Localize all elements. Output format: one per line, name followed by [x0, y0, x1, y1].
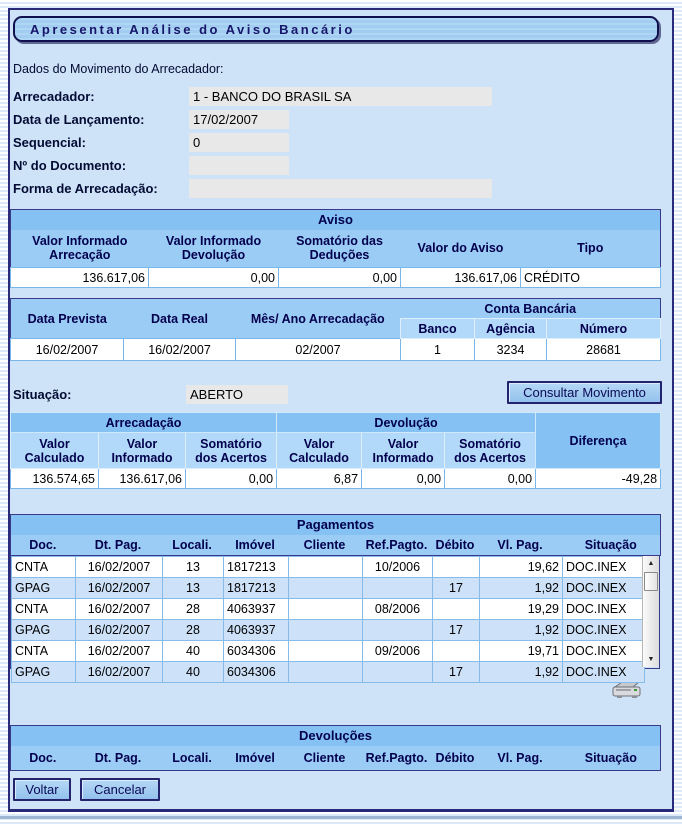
table-row [12, 599, 645, 620]
pg-cell [363, 662, 433, 683]
pg-cell: CNTA [12, 641, 76, 662]
sequencial-label: Sequencial: [13, 135, 86, 150]
resumo-sub-header: Somatório dos Acertos [186, 433, 277, 469]
field-row-data-lancamento [10, 108, 672, 131]
pagamentos-col-header: Imóvel [223, 535, 288, 556]
aviso-col-header: Somatório das Deduções [279, 230, 401, 268]
bottom-divider [0, 816, 682, 819]
devolucoes-col-header: Ref.Pagto. [362, 746, 432, 771]
datas-cell: 16/02/2007 [11, 339, 124, 361]
pg-cell: DOC.INEX [563, 620, 645, 641]
pg-cell [433, 557, 480, 578]
pg-cell: DOC.INEX [563, 662, 645, 683]
table-row [12, 557, 645, 578]
pg-cell [433, 599, 480, 620]
scrollbar-thumb[interactable] [644, 572, 658, 591]
pg-cell [289, 662, 363, 683]
pg-cell [289, 620, 363, 641]
datas-cell: 16/02/2007 [124, 339, 236, 361]
bottom-button-row [10, 778, 672, 801]
pg-cell [363, 620, 433, 641]
resumo-sub-header: Valor Calculado [11, 433, 99, 469]
data-lancamento-field: 17/02/2007 [189, 110, 289, 129]
devolucoes-title: Devoluções [11, 726, 661, 746]
resumo-diferenca-header: Diferença [536, 413, 661, 469]
forma-arrecadacao-label: Forma de Arrecadação: [13, 181, 158, 196]
conta-bancaria-header: Conta Bancária [401, 299, 661, 319]
pg-cell: DOC.INEX [563, 578, 645, 599]
pagamentos-col-header: Vl. Pag. [479, 535, 562, 556]
resumo-group-devolucao: Devolução [277, 413, 536, 433]
pg-cell: 40 [163, 641, 224, 662]
pg-cell: 28 [163, 620, 224, 641]
page-title-bar [13, 16, 659, 42]
devolucoes-col-header: Locali. [162, 746, 223, 771]
aviso-col-header: Valor Informado Devolução [149, 230, 279, 268]
devolucoes-table [10, 725, 661, 771]
field-row-forma-arrecadacao [10, 177, 672, 200]
resumo-sub-header: Somatório dos Acertos [445, 433, 536, 469]
devolucoes-col-header: Imóvel [223, 746, 288, 771]
pagamentos-data-table [11, 556, 645, 683]
conta-sub-header: Banco [401, 319, 475, 339]
pagamentos-title: Pagamentos [11, 515, 661, 535]
scroll-up-button[interactable]: ▲ [647, 560, 655, 567]
pg-cell: 17 [433, 662, 480, 683]
pg-cell [289, 599, 363, 620]
conta-sub-header: Agência [475, 319, 547, 339]
aviso-value-row [11, 268, 661, 288]
datas-cell: 02/2007 [236, 339, 401, 361]
pg-cell: 19,29 [480, 599, 563, 620]
pg-cell: 1817213 [224, 578, 289, 599]
pg-cell: 16/02/2007 [76, 557, 163, 578]
pg-cell: 16/02/2007 [76, 662, 163, 683]
sequencial-field: 0 [189, 133, 289, 152]
pg-cell: 13 [163, 578, 224, 599]
data-lancamento-label: Data de Lançamento: [13, 112, 145, 127]
resumo-cell: 136.574,65 [11, 469, 99, 489]
pg-cell: 16/02/2007 [76, 578, 163, 599]
aviso-cell: 136.617,06 [11, 268, 149, 288]
pg-cell: 19,62 [480, 557, 563, 578]
pg-cell: 19,71 [480, 641, 563, 662]
datas-cell: 28681 [547, 339, 661, 361]
pg-cell [289, 578, 363, 599]
pg-cell: CNTA [12, 599, 76, 620]
pg-cell: 6034306 [224, 662, 289, 683]
aviso-cell: 0,00 [279, 268, 401, 288]
table-row [12, 620, 645, 641]
pg-cell [289, 641, 363, 662]
pagamentos-col-header: Situação [562, 535, 661, 556]
pagamentos-section [10, 514, 660, 679]
pg-cell: 09/2006 [363, 641, 433, 662]
field-row-num-documento [10, 154, 672, 177]
aviso-table-title: Aviso [11, 210, 661, 230]
resumo-value-row [11, 469, 661, 489]
pg-cell: 16/02/2007 [76, 641, 163, 662]
pagamentos-col-header: Locali. [162, 535, 223, 556]
conta-sub-header: Número [547, 319, 661, 339]
pg-cell [433, 641, 480, 662]
aviso-col-header: Tipo [521, 230, 661, 268]
devolucoes-col-header: Vl. Pag. [479, 746, 562, 771]
resumo-cell: 6,87 [277, 469, 362, 489]
vertical-scrollbar[interactable] [642, 556, 659, 667]
pg-cell: 16/02/2007 [76, 599, 163, 620]
datas-cell: 1 [401, 339, 475, 361]
main-panel [8, 8, 674, 812]
pg-cell: 1,92 [480, 578, 563, 599]
devolucoes-col-header: Doc. [11, 746, 75, 771]
pg-cell: 1,92 [480, 662, 563, 683]
field-row-arrecadador [10, 85, 672, 108]
devolucoes-col-header: Situação [562, 746, 661, 771]
aviso-col-header: Valor Informado Arrecação [11, 230, 149, 268]
pg-cell: 40 [163, 662, 224, 683]
section-label: Dados do Movimento do Arrecadador: [13, 62, 224, 76]
pg-cell: 10/2006 [363, 557, 433, 578]
datas-col-header: Data Real [124, 299, 236, 339]
table-row [12, 578, 645, 599]
pg-cell: 13 [163, 557, 224, 578]
pg-cell: 1817213 [224, 557, 289, 578]
pg-cell: 4063937 [224, 599, 289, 620]
pagamentos-col-header: Dt. Pag. [75, 535, 162, 556]
pg-cell: 16/02/2007 [76, 620, 163, 641]
pg-cell: GPAG [12, 662, 76, 683]
aviso-cell: CRÉDITO [521, 268, 661, 288]
pg-cell: 17 [433, 620, 480, 641]
pg-cell: GPAG [12, 620, 76, 641]
pagamentos-col-header: Ref.Pagto. [362, 535, 432, 556]
form-area [10, 85, 672, 200]
resumo-sub-header: Valor Calculado [277, 433, 362, 469]
resumo-group-arrecadacao: Arrecadação [11, 413, 277, 433]
pg-cell: 17 [433, 578, 480, 599]
situacao-field: ABERTO [186, 385, 288, 404]
situacao-label: Situação: [13, 387, 72, 402]
pg-cell: 4063937 [224, 620, 289, 641]
resumo-cell: -49,28 [536, 469, 661, 489]
datas-col-header: Data Prevista [11, 299, 124, 339]
pagamentos-col-header: Débito [432, 535, 479, 556]
pagamentos-col-header: Cliente [288, 535, 362, 556]
pg-cell [289, 557, 363, 578]
devolucoes-col-header: Dt. Pag. [75, 746, 162, 771]
pg-cell: GPAG [12, 578, 76, 599]
resumo-cell: 0,00 [186, 469, 277, 489]
resumo-cell: 0,00 [362, 469, 445, 489]
situacao-row [10, 383, 672, 406]
pg-cell: 28 [163, 599, 224, 620]
pagamentos-header-table [10, 514, 661, 556]
resumo-cell: 136.617,06 [99, 469, 186, 489]
resumo-table [10, 412, 661, 489]
arrecadador-label: Arrecadador: [13, 89, 95, 104]
pg-cell: DOC.INEX [563, 599, 645, 620]
datas-col-header: Mês/ Ano Arrecadação [236, 299, 401, 339]
pg-cell: CNTA [12, 557, 76, 578]
resumo-sub-header: Valor Informado [99, 433, 186, 469]
aviso-table [10, 209, 661, 288]
pg-cell [363, 578, 433, 599]
datas-value-row [11, 339, 661, 361]
pg-cell: 08/2006 [363, 599, 433, 620]
resumo-sub-header: Valor Informado [362, 433, 445, 469]
table-row [12, 662, 645, 683]
datas-table [10, 298, 661, 361]
num-documento-label: Nº do Documento: [13, 158, 127, 173]
devolucoes-col-header: Cliente [288, 746, 362, 771]
consultar-movimento-button[interactable]: Consultar Movimento [507, 381, 662, 404]
pagamentos-col-header: Doc. [11, 535, 75, 556]
forma-arrecadacao-field [189, 179, 492, 198]
devolucoes-col-header: Débito [432, 746, 479, 771]
cancelar-button[interactable]: Cancelar [80, 778, 160, 801]
arrecadador-field: 1 - BANCO DO BRASIL SA [189, 87, 492, 106]
scroll-down-button[interactable]: ▼ [647, 656, 655, 663]
field-row-sequencial [10, 131, 672, 154]
pg-cell: DOC.INEX [563, 641, 645, 662]
num-documento-field [189, 156, 289, 175]
voltar-button[interactable]: Voltar [13, 778, 71, 801]
pg-cell: 1,92 [480, 620, 563, 641]
resumo-cell: 0,00 [445, 469, 536, 489]
pg-cell: 6034306 [224, 641, 289, 662]
pg-cell: DOC.INEX [563, 557, 645, 578]
page-title: Apresentar Análise do Aviso Bancário [30, 21, 355, 37]
aviso-cell: 0,00 [149, 268, 279, 288]
datas-cell: 3234 [475, 339, 547, 361]
table-row [12, 641, 645, 662]
aviso-col-header: Valor do Aviso [401, 230, 521, 268]
aviso-cell: 136.617,06 [401, 268, 521, 288]
pagamentos-scroll-area[interactable] [10, 556, 660, 679]
